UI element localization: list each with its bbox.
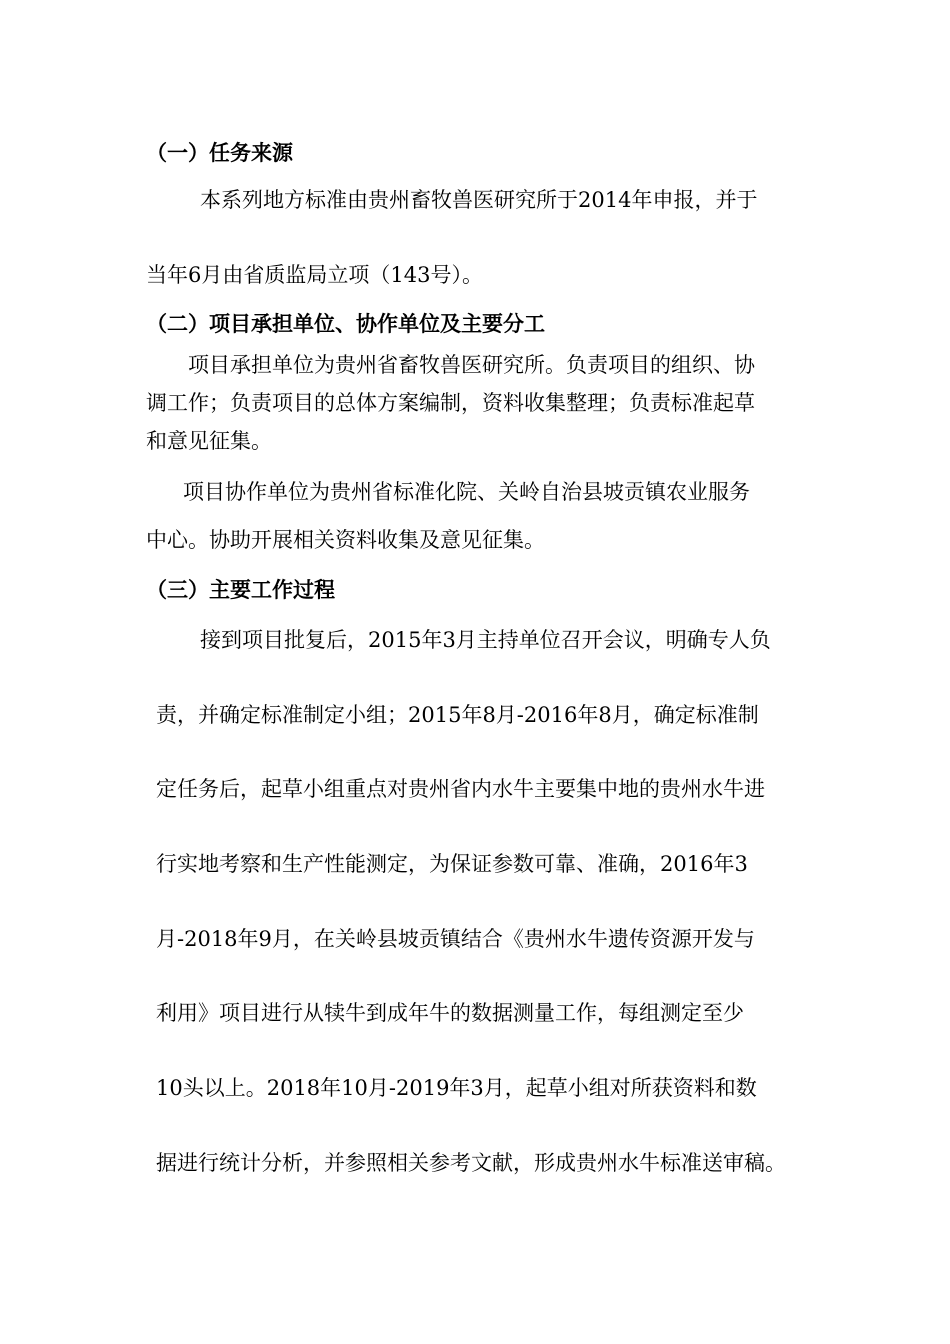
paragraph-line: 行实地考察和生产性能测定，为保证参数可靠、准确，2016年3 (156, 852, 748, 876)
paragraph-line: 项目协作单位为贵州省标准化院、关岭自治县坡贡镇农业服务 (183, 480, 750, 504)
paragraph-line: 据进行统计分析，并参照相关参考文献，形成贵州水牛标准送审稿。 (156, 1151, 786, 1175)
paragraph-line: 利用》项目进行从犊牛到成年牛的数据测量工作，每组测定至少 (156, 1001, 744, 1025)
section-heading-work-process: （三）主要工作过程 (146, 578, 335, 602)
paragraph-line: 责，并确定标准制定小组；2015年8月-2016年8月，确定标准制 (156, 703, 759, 727)
paragraph-line: 调工作；负责项目的总体方案编制，资料收集整理；负责标准起草 (146, 391, 755, 415)
section-heading-units-division: （二）项目承担单位、协作单位及主要分工 (146, 312, 545, 336)
paragraph-line: 当年6月由省质监局立项（143号）。 (146, 263, 483, 287)
paragraph-line: 和意见征集。 (146, 429, 272, 453)
paragraph-line: 接到项目批复后，2015年3月主持单位召开会议，明确专人负 (200, 628, 771, 652)
section-heading-task-source: （一）任务来源 (146, 141, 293, 165)
paragraph-line: 项目承担单位为贵州省畜牧兽医研究所。负责项目的组织、协 (188, 353, 755, 377)
paragraph-line: 月-2018年9月，在关岭县坡贡镇结合《贵州水牛遗传资源开发与 (156, 927, 755, 951)
paragraph-line: 本系列地方标准由贵州畜牧兽医研究所于2014年申报，并于 (200, 188, 758, 212)
paragraph-line: 10头以上。2018年10月-2019年3月，起草小组对所获资料和数 (156, 1076, 757, 1100)
paragraph-line: 定任务后，起草小组重点对贵州省内水牛主要集中地的贵州水牛进 (156, 777, 765, 801)
paragraph-line: 中心。协助开展相关资料收集及意见征集。 (146, 528, 545, 552)
